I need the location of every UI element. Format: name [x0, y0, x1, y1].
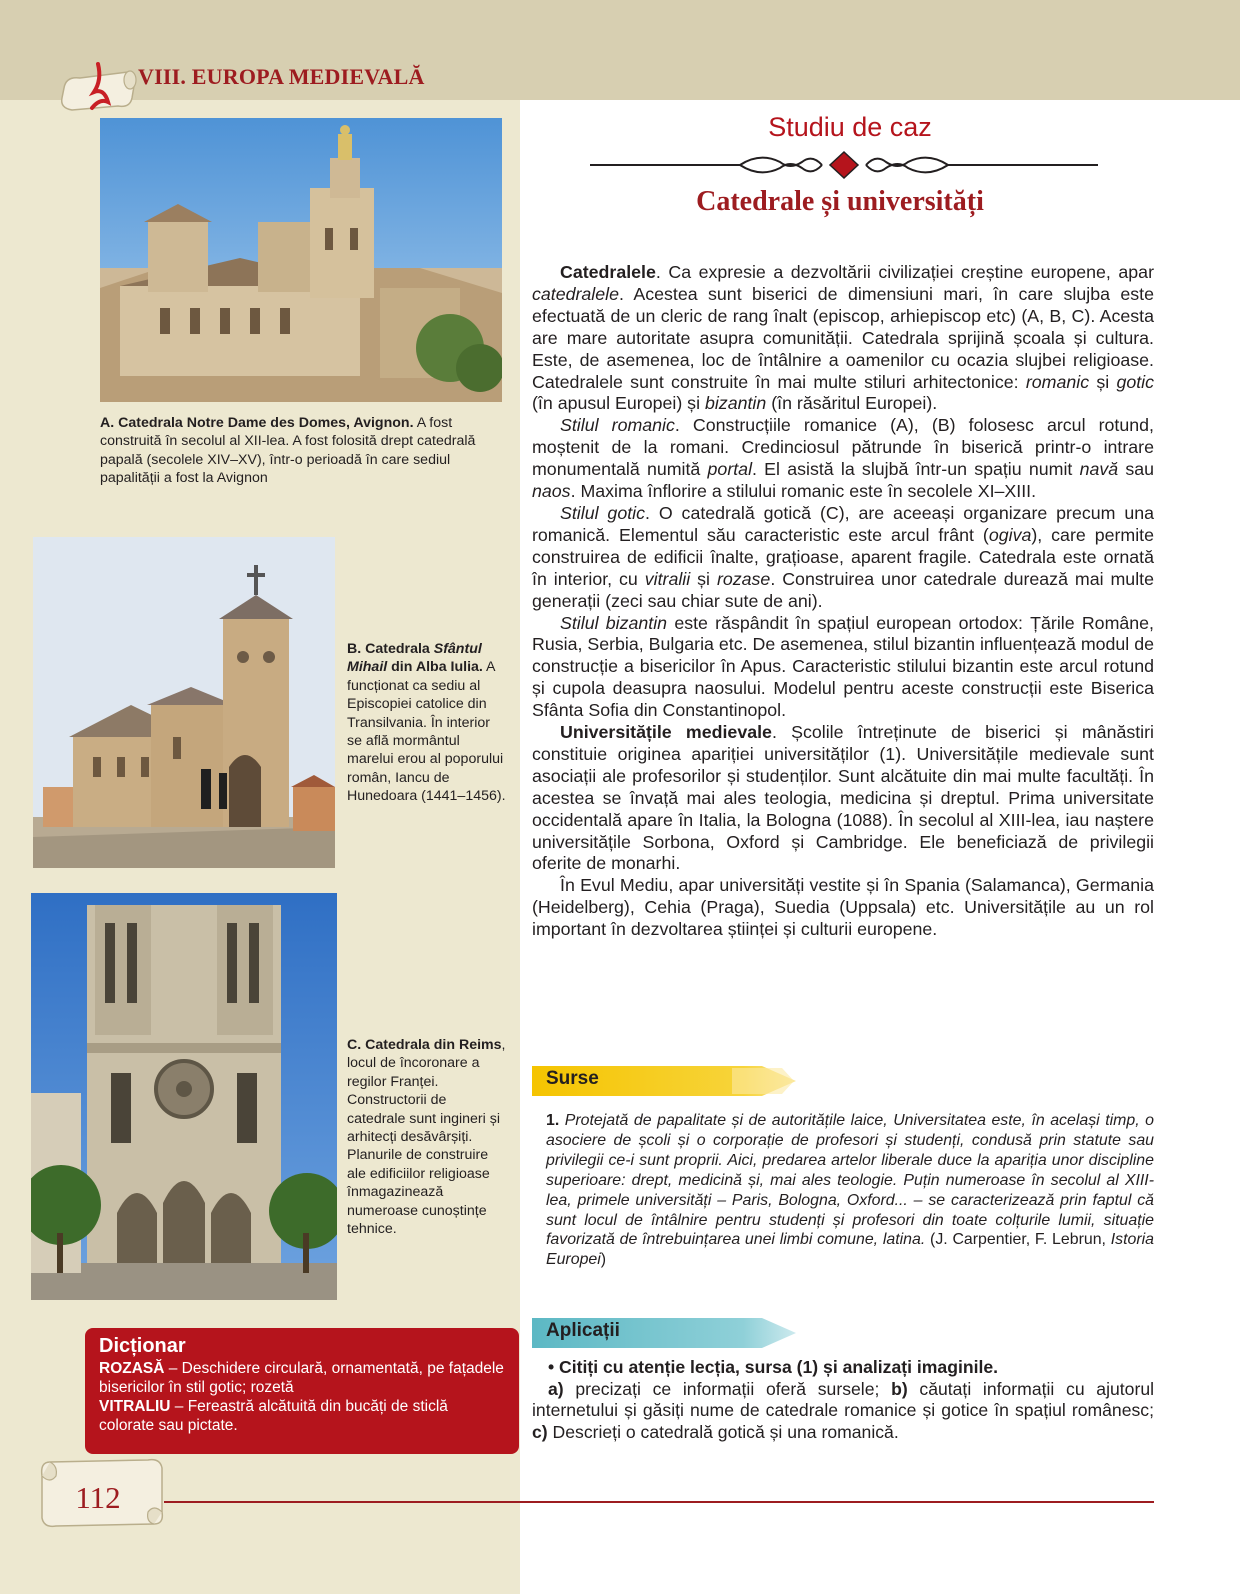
caption-b-title-2: din Alba Iulia.: [387, 659, 483, 676]
bottom-rule: [164, 1501, 1154, 1503]
caption-b-text: A funcționat ca sediu al Episcopiei catolice din Transilvania. În interior se află mormântul marelui erou al poporului român, Iancu de Hunedoara (1441–1456).: [347, 659, 506, 805]
task-text: precizați ce informații oferă sursele;: [563, 1378, 892, 1399]
sources-label: Surse: [546, 1068, 599, 1089]
caption-b-title-italic: Sfântul Mihail: [347, 641, 482, 676]
caption-a-title: A. Catedrala Notre Dame des Domes, Avignon.: [100, 415, 414, 431]
caption-b: [347, 640, 507, 806]
scroll-ribbon-icon: [58, 58, 138, 118]
text-segment: (în apusul Europei) și: [532, 393, 705, 414]
italic-term: portal: [707, 459, 753, 480]
task-marker: c): [532, 1421, 548, 1442]
photo-notre-dame-des-domes: [100, 118, 502, 402]
text-segment: . Construirea unor catedrale durează mai multe generații (zeci sau chiar sute de ani).: [532, 568, 1154, 611]
caption-c: [347, 1036, 507, 1238]
dictionary-box: [85, 1328, 519, 1454]
italic-term: Stilul gotic: [560, 502, 645, 523]
lesson-body: [532, 262, 1154, 941]
italic-term: bizantin: [704, 393, 767, 414]
text-segment: . Ca expresie a dezvoltării civilizației creștine europene, apar: [655, 262, 1154, 282]
text-segment: . Acestea sunt biserici de dimensiuni mari, în care slujba este efectuată de un cleric de rang înalt (episcop, arhiepiscop etc) (A, B, C). Acesta are mare autoritate asupra comunității. Catedrala sprijină școala și cultura. Este, de asemenea, loc de întâlnire a oamenilor cu ocazia slujbei religioase. Catedralele sunt construite în mai multe stiluri arhitectonice:: [532, 283, 1154, 392]
source-number: 1.: [546, 1112, 560, 1129]
caption-c-title: C. Catedrala din Reims: [347, 1037, 502, 1053]
dictionary-entry-vitraliu: [99, 1397, 505, 1435]
italic-term: catedralele: [532, 283, 619, 304]
italic-term: rozase: [716, 568, 771, 589]
text-segment: este răspândit în spațiul european ortodox: Țările Române, Rusia, Serbia, Bulgaria etc. De asemenea, stilul bizantin influențează modul de construcție a bisericilor în Apus. Caracteristic stilului bizantin este arcul rotund și cupola deasupra naosului. Modelul pentru aceste construcții este Biserica Sfânta Sofia din Constantinopol.: [532, 612, 1154, 721]
source-quote: [546, 1111, 1154, 1270]
task-marker: b): [891, 1378, 908, 1399]
dictionary-definition: – Deschidere circulară, ornamentată, pe fațadele bisericilor în stil gotic; rozetă: [99, 1360, 504, 1396]
caption-a: [100, 414, 502, 488]
italic-term: navă: [1079, 459, 1119, 480]
caption-c-text: , locul de încoronare a regilor Franței. Constructorii de catedrale sunt ingineri și arhitecți desăvârșiți. Planurile de construire ale edificiilor religioase înmagazinează numeroase cunoștințe tehnice.: [347, 1037, 506, 1238]
text-segment: . O catedrală gotică (C), are aceeași organizare precum una romanică. Elementul său caracteristic este arcul frânt (: [532, 502, 1154, 545]
caption-a-text: A fost construită în secolul al XII-lea. A fost folosită drept catedrală papală (secolele XIV–XV), într-o perioadă în care sediul papalității a fost la Avignon: [100, 415, 476, 487]
photo-reims-cathedral: [31, 893, 337, 1300]
paragraph-catedralele: [532, 262, 1154, 415]
dictionary-entry-rozasa: [99, 1359, 505, 1397]
text-segment: și: [1089, 371, 1117, 392]
dictionary-term: VITRALIU: [99, 1398, 171, 1415]
paragraph-stilul-gotic: [532, 503, 1154, 613]
chapter-title: VIII. EUROPA MEDIEVALĂ: [138, 64, 425, 89]
paragraph-stilul-bizantin: [532, 613, 1154, 723]
dictionary-title: Dicționar: [99, 1335, 186, 1357]
applications-instruction: • Citiți cu atenție lecția, sursa (1) și analizați imaginile.: [548, 1357, 999, 1377]
italic-term: ogiva: [988, 524, 1032, 545]
task-text: Descrieți o catedrală gotică și una romanică.: [547, 1421, 899, 1442]
italic-term: Stilul bizantin: [560, 612, 668, 633]
source-quote-text: Protejată de papalitate și de autoritățile laice, Universitatea este, în același timp, o asociere de școli și o corporație de profesori și studenți, condusă prin statute sau privilegii ce-i sunt proprii. Aici, predarea artelor liberale duce la apariția unor discipline superioare: drept, medicină și, mai ales teologie. Puțin numeroase în secolul al XIII-lea, primele universități – Paris, Bologna, Oxford... – se caracterizează prin faptul că sunt locul de întâlnire pentru studenți și profesori din toate colțurile lumii, situație favorizată de întrebuințarea unei limbi comune, latina.: [546, 1112, 1154, 1249]
term-universitatile: Universitățile medievale: [560, 722, 772, 743]
source-citation-title: Istoria Europei: [546, 1231, 1154, 1269]
caption-b-title-1: B. Catedrala: [347, 641, 434, 657]
text-segment: . El asistă la slujbă într-un spațiu numit: [752, 459, 1080, 480]
photo-sfantul-mihail-alba-iulia: [33, 537, 335, 868]
italic-term: gotic: [1116, 371, 1154, 392]
italic-term: Stilul romanic: [560, 415, 675, 436]
task-text: căutați informații cu ajutorul internetului și găsiți nume de catedrale romanice și gotice în spațiul românesc;: [532, 1378, 1155, 1421]
text-segment: În Evul Mediu, apar universități vestite și în Spania (Salamanca), Germania (Heidelberg), Cehia (Praga), Suedia (Uppsala) etc. Universitățile au un rol important în dezvoltarea științei și culturii europene.: [532, 875, 1154, 940]
text-segment: și: [690, 568, 717, 589]
source-citation-end: ): [600, 1251, 607, 1269]
text-segment: (în răsăritul Europei).: [766, 393, 938, 414]
applications-body: [532, 1357, 1154, 1443]
applications-tasks: [532, 1379, 1154, 1444]
dictionary-term: ROZASĂ: [99, 1360, 165, 1377]
term-catedralele: Catedralele: [560, 262, 656, 282]
paragraph-evul-mediu: [532, 875, 1154, 941]
italic-term: romanic: [1025, 371, 1090, 392]
photo-sfantul-mihail-drawing: [33, 537, 335, 868]
text-segment: ), care permite construirea de edificii înalte, grațioase, aparent fragile. Catedrala este ornată în interior, cu: [532, 524, 1154, 589]
case-study-label: Studiu de caz: [768, 112, 932, 142]
text-segment: sau: [1118, 459, 1155, 480]
task-marker: a): [548, 1378, 564, 1399]
case-study-title: Catedrale și universități: [696, 186, 984, 217]
applications-label: Aplicații: [546, 1320, 620, 1341]
source-citation: (J. Carpentier, F. Lebrun,: [925, 1231, 1111, 1249]
page-number: 112: [75, 1480, 121, 1515]
paragraph-universitatile: [532, 722, 1154, 875]
text-segment: . Construcțiile romanice (A), (B) folosesc arcul rotund, moștenit de la romani. Credinciosul pătrunde în biserică printr-o intrare monumentală numită: [532, 415, 1154, 480]
italic-term: vitralii: [644, 568, 691, 589]
photo-notre-dame-des-domes-drawing: [100, 118, 502, 402]
text-segment: . Școlile întreținute de biserici și mânăstiri constituie originea apariției universităților (1). Universitățile medievale sunt asociații ale profesorilor și studenților. Sunt alcătuite din mai multe facultăți. În acestea se învață mai ales teologia, medicina și dreptul. Prima universitate occidentală apare în Italia, la Bologna (1088). În secolul al XIII-lea, iau naștere universitățile Sorbona, Oxford și Cambridge. Ele beneficiază de privilegii oferite de monarhi.: [532, 722, 1155, 874]
photo-reims-drawing: [31, 893, 337, 1300]
ornament-divider: [590, 148, 1098, 182]
italic-term: naos: [532, 481, 571, 502]
dictionary-definition: – Fereastră alcătuită din bucăți de sticlă colorate sau pictate.: [99, 1398, 448, 1434]
text-segment: . Maxima înflorire a stilului romanic este în secolele XI–XIII.: [570, 481, 1037, 502]
paragraph-stilul-romanic: [532, 415, 1154, 503]
